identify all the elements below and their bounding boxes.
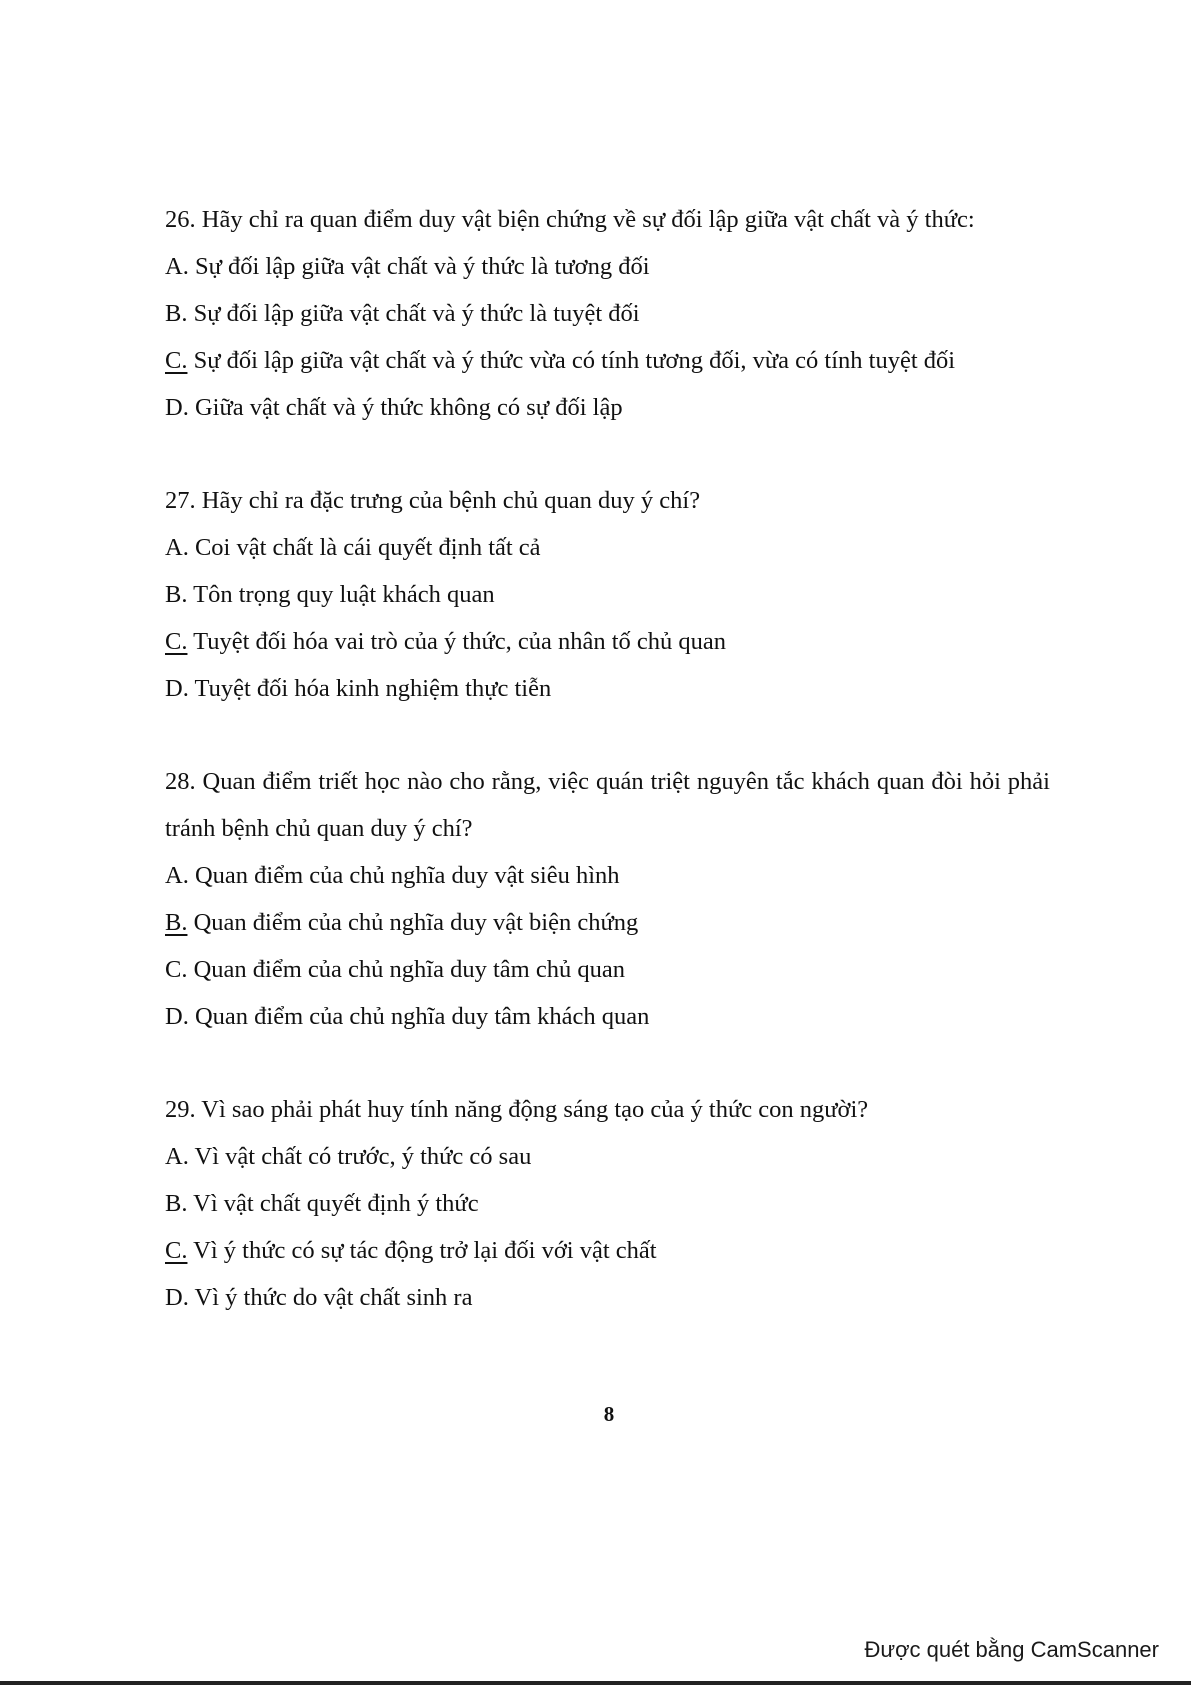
option-letter: D. <box>165 1003 189 1030</box>
option-letter: D. <box>165 1284 189 1311</box>
option-text: Tuyệt đối hóa kinh nghiệm thực tiễn <box>188 675 552 702</box>
option-a <box>165 524 1050 571</box>
option-letter: C. <box>165 347 188 374</box>
option-c <box>165 618 1050 665</box>
question-text: 27. Hãy chỉ ra đặc trưng của bệnh chủ quan duy ý chí? <box>165 487 701 514</box>
question-text: 29. Vì sao phải phát huy tính năng động sáng tạo của ý thức con người? <box>165 1096 869 1123</box>
option-letter: A. <box>165 253 189 280</box>
option-b <box>165 290 1050 337</box>
option-d <box>165 384 1050 431</box>
option-letter: C. <box>165 956 188 983</box>
option-letter: B. <box>165 909 188 936</box>
option-letter: A. <box>165 1143 189 1170</box>
scanner-watermark: Được quét bằng CamScanner <box>864 1637 1159 1662</box>
page-number: 8 <box>603 1402 615 1426</box>
option-text: Vì ý thức có sự tác động trở lại đối với vật chất <box>187 1237 657 1264</box>
option-a <box>165 1133 1050 1180</box>
option-b <box>165 899 1050 946</box>
option-text: Quan điểm của chủ nghĩa duy vật biện chứng <box>187 909 639 936</box>
option-text: Coi vật chất là cái quyết định tất cả <box>188 534 541 561</box>
option-c <box>165 946 1050 993</box>
option-text: Sự đối lập giữa vật chất và ý thức là tương đối <box>188 253 650 280</box>
option-a <box>165 243 1050 290</box>
option-a <box>165 852 1050 899</box>
option-letter: C. <box>165 1237 188 1264</box>
option-text: Vì ý thức do vật chất sinh ra <box>188 1284 473 1311</box>
option-letter: D. <box>165 394 189 421</box>
question-27 <box>165 477 1050 712</box>
option-c <box>165 337 1050 384</box>
option-text: Giữa vật chất và ý thức không có sự đối lập <box>188 394 623 421</box>
option-letter: A. <box>165 534 189 561</box>
question-28 <box>165 758 1050 1040</box>
option-d <box>165 1274 1050 1321</box>
question-list <box>165 196 1050 1367</box>
option-letter: C. <box>165 628 188 655</box>
question-text: 26. Hãy chỉ ra quan điểm duy vật biện chứng về sự đối lập giữa vật chất và ý thức: <box>165 206 975 233</box>
option-letter: B. <box>165 581 188 608</box>
option-text: Vì vật chất quyết định ý thức <box>187 1190 479 1217</box>
option-text: Tuyệt đối hóa vai trò của ý thức, của nhân tố chủ quan <box>187 628 727 655</box>
option-text: Sự đối lập giữa vật chất và ý thức vừa có tính tương đối, vừa có tính tuyệt đối <box>187 347 956 374</box>
option-text: Sự đối lập giữa vật chất và ý thức là tuyệt đối <box>187 300 640 327</box>
option-text: Tôn trọng quy luật khách quan <box>187 581 495 608</box>
option-text: Quan điểm của chủ nghĩa duy tâm chủ quan <box>187 956 625 983</box>
question-26 <box>165 196 1050 431</box>
option-c <box>165 1227 1050 1274</box>
option-letter: D. <box>165 675 189 702</box>
question-29 <box>165 1086 1050 1321</box>
option-letter: B. <box>165 300 188 327</box>
option-letter: B. <box>165 1190 188 1217</box>
question-text: 28. Quan điểm triết học nào cho rằng, việc quán triệt nguyên tắc khách quan đòi hỏi phải tránh bệnh chủ quan duy ý chí? <box>165 768 1050 842</box>
option-d <box>165 665 1050 712</box>
option-b <box>165 571 1050 618</box>
option-text: Quan điểm của chủ nghĩa duy tâm khách quan <box>188 1003 650 1030</box>
option-text: Quan điểm của chủ nghĩa duy vật siêu hình <box>188 862 620 889</box>
scan-bottom-edge <box>0 1681 1191 1685</box>
option-text: Vì vật chất có trước, ý thức có sau <box>188 1143 532 1170</box>
option-d <box>165 993 1050 1040</box>
option-letter: A. <box>165 862 189 889</box>
option-b <box>165 1180 1050 1227</box>
